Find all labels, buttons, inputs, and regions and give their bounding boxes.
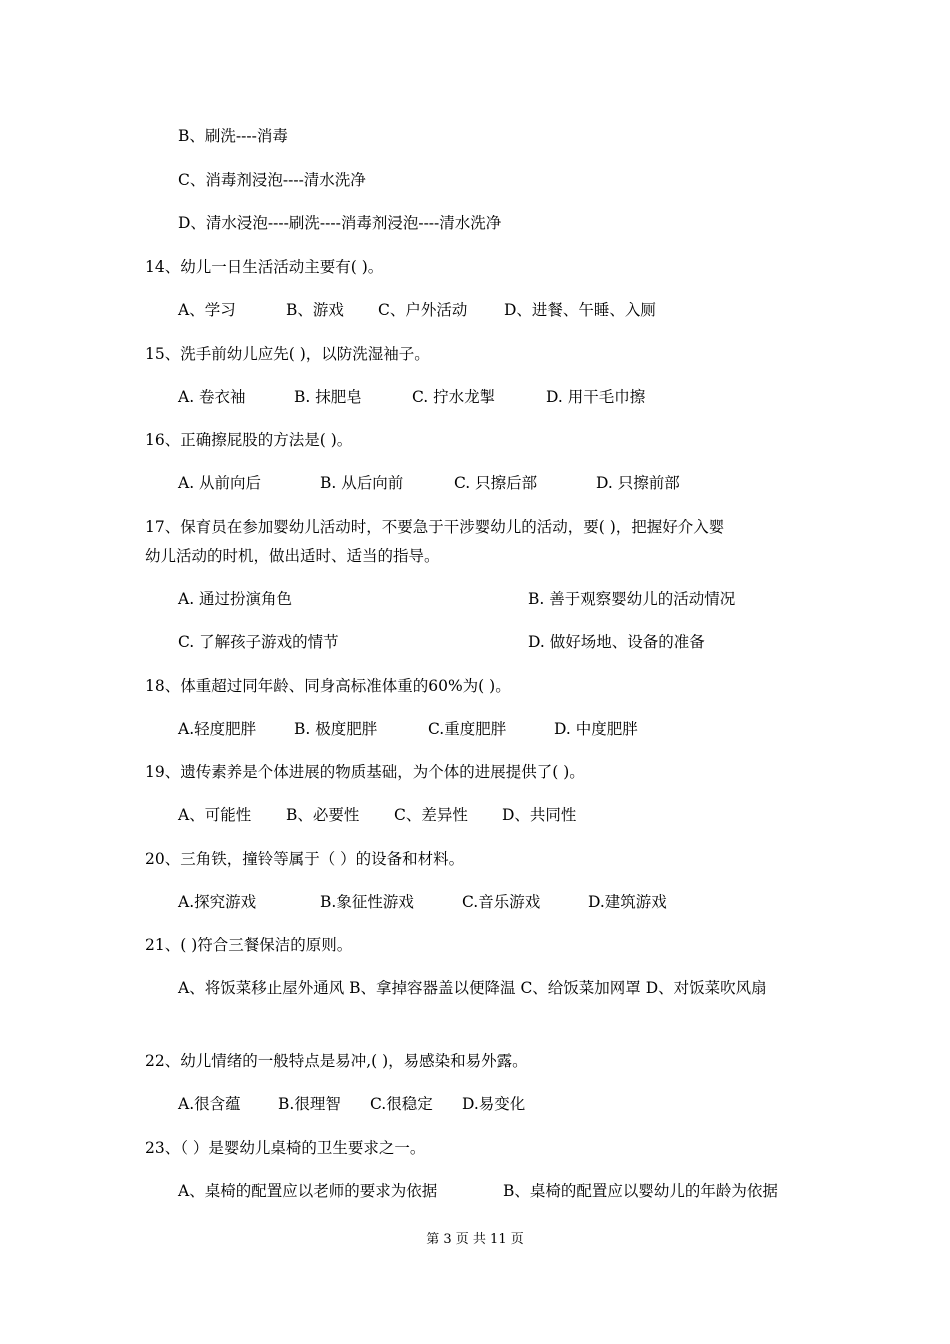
question-20-options (178, 891, 667, 913)
option: C. 只擦后部 (454, 474, 538, 492)
option: C.重度肥胖 (428, 720, 507, 738)
option: D.易变化 (462, 1095, 526, 1113)
option-line: C、消毒剂浸泡----清水洗净 (178, 171, 366, 189)
question-17-cont: 幼儿活动的时机，做出适时、适当的指导。 (145, 547, 440, 565)
option: D.建筑游戏 (588, 893, 667, 911)
option: D、进餐、午睡、入厕 (504, 301, 656, 319)
option: B.很理智 (278, 1095, 341, 1113)
question-20: 20、三角铁，撞铃等属于（ ）的设备和材料。 (145, 850, 465, 868)
question-19-options (178, 804, 576, 826)
option: A.很含蕴 (178, 1095, 241, 1113)
question-17: 17、保育员在参加婴幼儿活动时，不要急于干涉婴幼儿的活动，要( )，把握好介入婴 (145, 518, 725, 536)
option-line: B、刷洗----消毒 (178, 127, 288, 145)
option: A.轻度肥胖 (178, 720, 257, 738)
option-c: C. 了解孩子游戏的情节 (178, 633, 339, 651)
question-21: 21、( )符合三餐保洁的原则。 (145, 936, 353, 954)
question-22-options (178, 1093, 525, 1115)
question-19: 19、遗传素养是个体进展的物质基础，为个体的进展提供了( )。 (145, 763, 585, 781)
option: A、学习 (178, 301, 236, 319)
option: D. 用干毛巾擦 (546, 388, 646, 406)
option: D、共同性 (502, 806, 577, 824)
option: A. 从前向后 (178, 474, 262, 492)
option: B. 抹肥皂 (294, 388, 362, 406)
option: C、户外活动 (378, 301, 468, 319)
option: B、游戏 (286, 301, 344, 319)
option-a: A. 通过扮演角色 (178, 590, 293, 608)
question-15: 15、洗手前幼儿应先( )，以防洗湿袖子。 (145, 345, 430, 363)
option: D. 中度肥胖 (554, 720, 638, 738)
option-d: D. 做好场地、设备的准备 (528, 633, 705, 651)
option: A、可能性 (178, 806, 252, 824)
option: A. 卷衣袖 (178, 388, 246, 406)
question-14-options (178, 299, 656, 321)
option: B. 从后向前 (320, 474, 404, 492)
question-18-options (178, 718, 638, 740)
option: B. 极度肥胖 (294, 720, 378, 738)
question-14: 14、幼儿一日生活活动主要有( )。 (145, 258, 384, 276)
option: A.探究游戏 (178, 893, 257, 911)
option: C. 拧水龙掣 (412, 388, 496, 406)
page-footer: 第 3 页 共 11 页 (426, 1232, 524, 1247)
option: B、必要性 (286, 806, 360, 824)
option-line: D、清水浸泡----刷洗----消毒剂浸泡----清水洗净 (178, 214, 502, 232)
option-b: B. 善于观察婴幼儿的活动情况 (528, 590, 736, 608)
option: C、差异性 (394, 806, 468, 824)
question-16: 16、正确擦屁股的方法是( )。 (145, 431, 353, 449)
option-a: A、桌椅的配置应以老师的要求为依据 (178, 1182, 438, 1200)
question-21-options: A、将饭菜移止屋外通风 B、拿掉容器盖以便降温 C、给饭菜加网罩 D、对饭菜吹风扇 (178, 979, 767, 997)
question-22: 22、幼儿情绪的一般特点是易冲,( )，易感染和易外露。 (145, 1052, 528, 1070)
question-23: 23、（ ）是婴幼儿桌椅的卫生要求之一。 (145, 1139, 426, 1157)
question-16-options (178, 472, 680, 494)
option-b: B、桌椅的配置应以婴幼儿的年龄为依据 (503, 1182, 778, 1200)
option: D. 只擦前部 (596, 474, 680, 492)
option: C.很稳定 (370, 1095, 433, 1113)
option: B.象征性游戏 (320, 893, 414, 911)
option: C.音乐游戏 (462, 893, 541, 911)
question-18: 18、体重超过同年龄、同身高标准体重的60%为( )。 (145, 677, 511, 695)
question-15-options (178, 386, 645, 408)
